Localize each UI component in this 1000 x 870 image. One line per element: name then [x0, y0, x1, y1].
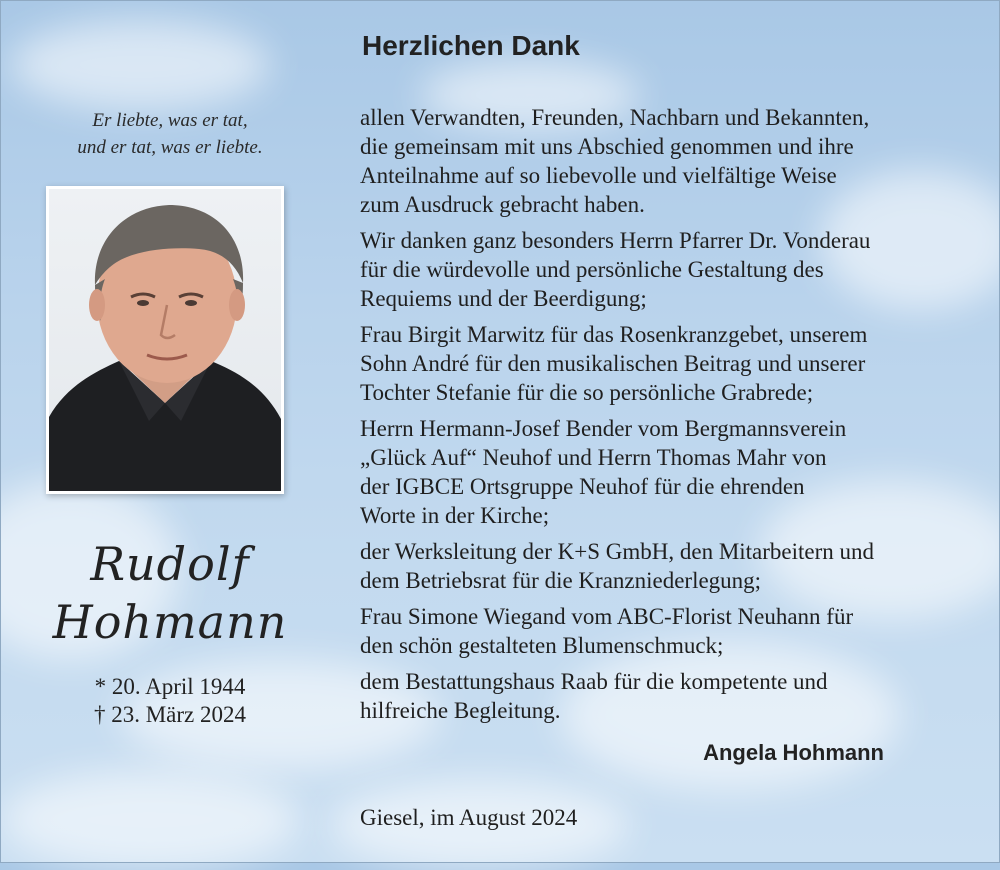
text-line: Frau Simone Wiegand vom ABC-Florist Neuhann für	[360, 604, 854, 629]
text-line: dem Betriebsrat für die Kranzniederlegung;	[360, 568, 762, 593]
thanks-paragraph	[360, 667, 970, 725]
text-line: Herrn Hermann-Josef Bender vom Bergmannsverein	[360, 416, 847, 441]
thanks-paragraph	[360, 602, 970, 660]
text-line: Requiems und der Beerdigung;	[360, 286, 647, 311]
text-line: Worte in der Kirche;	[360, 503, 550, 528]
motto	[30, 107, 310, 161]
thanks-heading: Herzlichen Dank	[362, 30, 580, 61]
deceased-name	[20, 535, 320, 651]
portrait-photo	[49, 189, 281, 491]
life-dates	[40, 673, 300, 729]
signature: Angela Hohmann	[703, 740, 884, 765]
text-line: der IGBCE Ortsgruppe Neuhof für die ehrenden	[360, 474, 805, 499]
text-line: dem Bestattungshaus Raab für die kompetente und	[360, 669, 828, 694]
motto-line: und er tat, was er liebte.	[77, 137, 263, 158]
portrait-illustration	[49, 189, 281, 491]
place-date: Giesel, im August 2024	[360, 805, 578, 830]
last-name: Hohmann	[52, 595, 288, 649]
text-line: Tochter Stefanie für die so persönliche Grabrede;	[360, 380, 814, 405]
text-line: Anteilnahme auf so liebevolle und vielfältige Weise	[360, 163, 837, 188]
text-line: Sohn André für den musikalischen Beitrag und unserer	[360, 351, 866, 376]
first-name: Rudolf	[90, 537, 250, 591]
death-date: † 23. März 2024	[93, 702, 247, 727]
thanks-paragraph	[360, 537, 970, 595]
text-line: „Glück Auf“ Neuhof und Herrn Thomas Mahr von	[360, 445, 827, 470]
text-line: allen Verwandten, Freunden, Nachbarn und Bekannten,	[360, 105, 870, 130]
cloud	[10, 20, 270, 110]
birth-date: * 20. April 1944	[94, 674, 246, 699]
portrait-frame	[46, 186, 284, 494]
text-line: Frau Birgit Marwitz für das Rosenkranzgebet, unserem	[360, 322, 868, 347]
text-line: hilfreiche Begleitung.	[360, 698, 561, 723]
text-line: die gemeinsam mit uns Abschied genommen und ihre	[360, 134, 854, 159]
text-line: Wir danken ganz besonders Herrn Pfarrer Dr. Vonderau	[360, 228, 871, 253]
thanks-paragraph	[360, 103, 970, 219]
cloud	[0, 770, 300, 870]
text-line: für die würdevolle und persönliche Gestaltung des	[360, 257, 824, 282]
text-line: der Werksleitung der K+S GmbH, den Mitarbeitern und	[360, 539, 875, 564]
motto-line: Er liebte, was er tat,	[92, 110, 248, 131]
thanks-paragraph	[360, 414, 970, 530]
text-line: zum Ausdruck gebracht haben.	[360, 192, 645, 217]
text-line: den schön gestalteten Blumenschmuck;	[360, 633, 724, 658]
thanks-paragraph	[360, 320, 970, 407]
thanks-text	[360, 103, 970, 732]
thanks-paragraph	[360, 226, 970, 313]
